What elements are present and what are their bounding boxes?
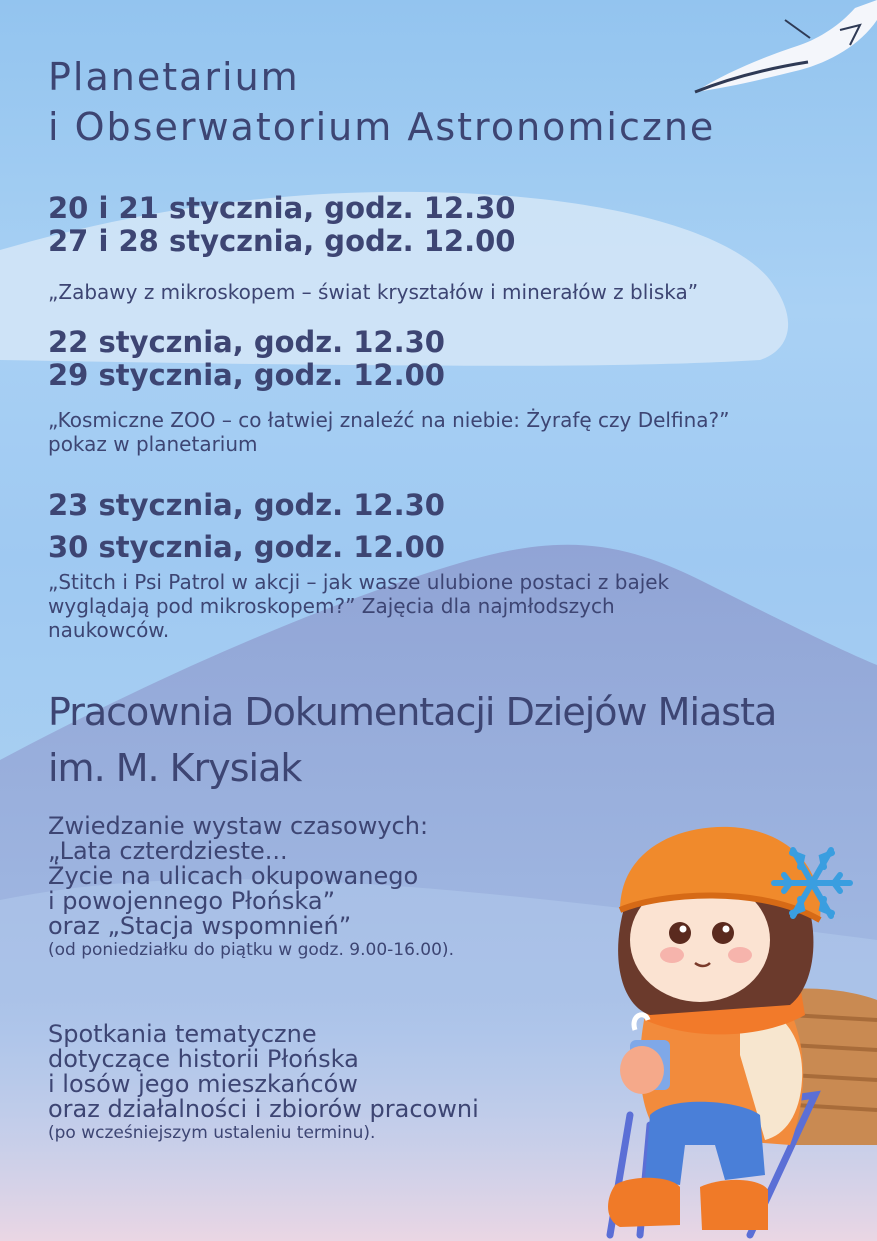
desc-line: wyglądają pod mikroskopem?” Zajęcia dla najmłodszych — [48, 594, 615, 618]
desc-line: naukowców. — [48, 618, 170, 642]
event-dates — [48, 484, 445, 568]
date-line: 27 i 28 stycznia, godz. 12.00 — [48, 224, 516, 258]
info-line: Życie na ulicach okupowanego — [48, 862, 419, 890]
date-line: 23 stycznia, godz. 12.30 — [48, 488, 445, 522]
event-description — [48, 570, 669, 642]
meetings-info — [48, 1022, 479, 1144]
date-line: 22 stycznia, godz. 12.30 — [48, 325, 445, 359]
info-line: dotyczące historii Płońska — [48, 1045, 359, 1073]
info-line: Spotkania tematyczne — [48, 1020, 317, 1048]
event-dates — [48, 326, 445, 392]
title-line: Pracownia Dokumentacji Dziejów Miasta — [48, 690, 777, 734]
archive-title — [48, 684, 776, 796]
info-line: oraz działalności i zbiorów pracowni — [48, 1095, 479, 1123]
event-description — [48, 408, 730, 456]
info-line: Zwiedzanie wystaw czasowych: — [48, 812, 429, 840]
desc-line: „Zabawy z mikroskopem – świat kryształów i minerałów z bliska” — [48, 280, 699, 304]
info-note: (od poniedziałku do piątku w godz. 9.00-16.00). — [48, 940, 454, 960]
info-line: i powojennego Płońska” — [48, 887, 336, 915]
title-line: i Obserwatorium Astronomiczne — [48, 105, 716, 149]
date-line: 30 stycznia, godz. 12.00 — [48, 530, 445, 564]
title-line: im. M. Krysiak — [48, 746, 302, 790]
event-description — [48, 280, 698, 304]
info-line: „Lata czterdzieste... — [48, 837, 288, 865]
date-line: 29 stycznia, godz. 12.00 — [48, 358, 445, 392]
title-line: Planetarium — [48, 55, 300, 99]
info-note: (po wcześniejszym ustaleniu terminu). — [48, 1123, 376, 1143]
info-line: i losów jego mieszkańców — [48, 1070, 358, 1098]
desc-line: „Kosmiczne ZOO – co łatwiej znaleźć na niebie: Żyrafę czy Delfina?” — [48, 408, 730, 432]
info-line: oraz „Stacja wspomnień” — [48, 912, 352, 940]
exhibits-info — [48, 814, 454, 961]
desc-line: „Stitch i Psi Patrol w akcji – jak wasze ulubione postaci z bajek — [48, 570, 670, 594]
event-dates — [48, 192, 515, 258]
girl-illustration — [590, 815, 877, 1241]
date-line: 20 i 21 stycznia, godz. 12.30 — [48, 191, 516, 225]
desc-line: pokaz w planetarium — [48, 432, 258, 456]
planetarium-title — [48, 52, 715, 152]
